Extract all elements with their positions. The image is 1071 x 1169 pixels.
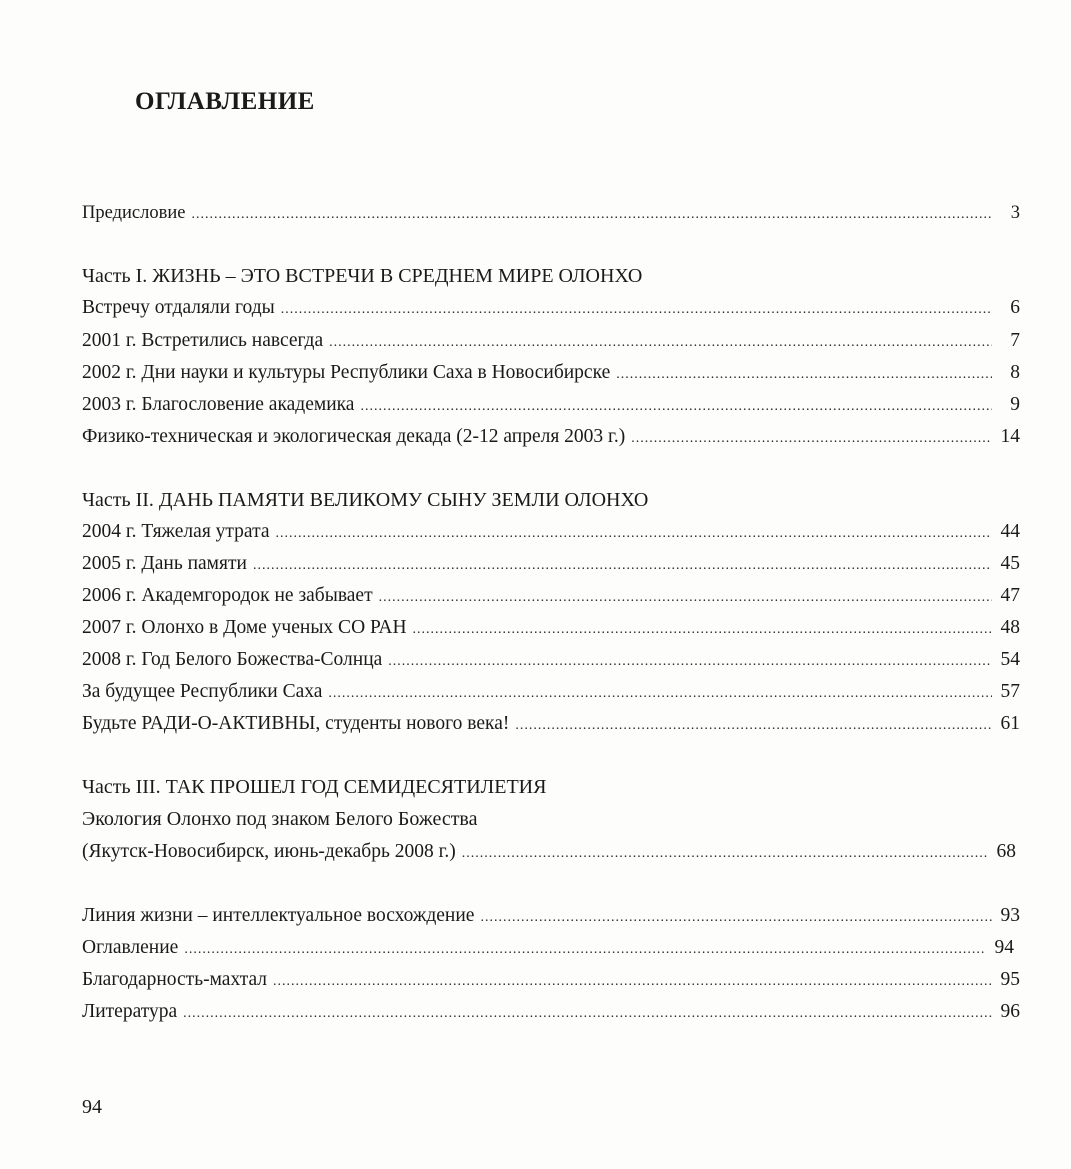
toc-entry-label: Оглавление: [82, 937, 179, 958]
toc-entry[interactable]: [82, 328, 1020, 354]
toc-entry[interactable]: [82, 839, 1016, 865]
toc-entry-page: 44: [1000, 521, 1020, 542]
dot-leader: [253, 553, 992, 579]
toc-entry-label: 2003 г. Благословение академика: [82, 394, 355, 415]
part3-heading: Часть III. ТАК ПРОШЕЛ ГОД СЕМИДЕСЯТИЛЕТИЯ: [82, 776, 547, 798]
part2-heading: Часть II. ДАНЬ ПАМЯТИ ВЕЛИКОМУ СЫНУ ЗЕМЛИ ОЛОНХО: [82, 489, 649, 511]
toc-entry[interactable]: [82, 295, 1020, 321]
dot-leader: [328, 681, 992, 707]
toc-entry[interactable]: [82, 903, 1020, 929]
toc-entry-label: Будьте РАДИ-О-АКТИВНЫ, студенты нового века!: [82, 713, 510, 734]
toc-entry-page: 45: [1000, 553, 1020, 574]
page-title: ОГЛАВЛЕНИЕ: [135, 88, 315, 115]
toc-entry[interactable]: [82, 360, 1020, 386]
toc-entry-label: За будущее Республики Саха: [82, 681, 323, 702]
dot-leader: [329, 330, 992, 356]
toc-entry-page: 54: [1000, 649, 1020, 670]
toc-entry[interactable]: [82, 551, 1020, 577]
toc-entry-page: 3: [1010, 203, 1020, 223]
dot-leader: [462, 841, 988, 867]
toc-entry-label: Литература: [82, 1001, 178, 1022]
toc-entry-page: 7: [1010, 330, 1020, 351]
toc-entry[interactable]: [82, 392, 1020, 418]
toc-entry[interactable]: [82, 647, 1020, 673]
toc-entry-page: 48: [1000, 617, 1020, 638]
toc-entry-label: 2008 г. Год Белого Божества-Солнца: [82, 649, 383, 670]
dot-leader: [281, 297, 992, 323]
dot-leader: [631, 426, 992, 452]
toc-entry[interactable]: [82, 999, 1020, 1025]
toc-entry-label: (Якутск-Новосибирск, июнь-декабрь 2008 г.): [82, 841, 456, 862]
toc-entry-page: 94: [994, 937, 1014, 958]
dot-leader: [273, 969, 992, 995]
toc-entry-label: Физико-техническая и экологическая декада (2-12 апреля 2003 г.): [82, 426, 626, 447]
toc-entry-page: 57: [1000, 681, 1020, 702]
toc-entry-label: Благодарность-махтал: [82, 969, 268, 990]
toc-entry-page: 93: [1000, 905, 1020, 926]
toc-entry-page: 95: [1000, 969, 1020, 990]
dot-leader: [184, 937, 986, 963]
dot-leader: [413, 617, 992, 643]
toc-entry[interactable]: [82, 519, 1020, 545]
toc-entry-page: 14: [1000, 426, 1020, 447]
toc-entry[interactable]: [82, 967, 1020, 993]
dot-leader: [360, 394, 992, 420]
toc-entry-page: 6: [1010, 297, 1020, 318]
toc-entry[interactable]: [82, 679, 1020, 705]
dot-leader: [276, 521, 993, 547]
toc-entry-page: 96: [1000, 1001, 1020, 1022]
toc-entry-preface[interactable]: [82, 200, 1020, 226]
dot-leader: [388, 649, 992, 675]
toc-entry-page: 61: [1000, 713, 1020, 734]
part3-entry-title: Экология Олонхо под знаком Белого Божества: [82, 808, 478, 830]
toc-entry[interactable]: [82, 711, 1020, 737]
dot-leader: [515, 713, 992, 739]
dot-leader: [183, 1001, 992, 1027]
toc-entry-label: 2006 г. Академгородок не забывает: [82, 585, 373, 606]
toc-entry-label: 2005 г. Дань памяти: [82, 553, 247, 574]
page-number: 94: [82, 1096, 102, 1118]
dot-leader: [616, 362, 992, 388]
toc-entry[interactable]: [82, 615, 1020, 641]
toc-entry-label: 2007 г. Олонхо в Доме ученых СО РАН: [82, 617, 407, 638]
toc-entry-label: Встречу отдаляли годы: [82, 297, 275, 318]
toc-entry-label: Предисловие: [82, 203, 186, 223]
toc-entry-page: 47: [1000, 585, 1020, 606]
toc-entry-page: 68: [996, 841, 1016, 862]
toc-entry-label: Линия жизни – интеллектуальное восхождение: [82, 905, 475, 926]
toc-entry-page: 8: [1010, 362, 1020, 383]
toc-entry-page: 9: [1010, 394, 1020, 415]
toc-entry[interactable]: [82, 583, 1020, 609]
toc-entry-label: 2001 г. Встретились навсегда: [82, 330, 324, 351]
toc-entry-label: 2002 г. Дни науки и культуры Республики Саха в Новосибирске: [82, 362, 611, 383]
dot-leader: [191, 202, 992, 228]
dot-leader: [379, 585, 992, 611]
toc-entry[interactable]: [82, 424, 1020, 450]
toc-entry-label: 2004 г. Тяжелая утрата: [82, 521, 270, 542]
part1-heading: Часть I. ЖИЗНЬ – ЭТО ВСТРЕЧИ В СРЕДНЕМ МИРЕ ОЛОНХО: [82, 265, 643, 287]
toc-entry[interactable]: [82, 935, 1014, 961]
dot-leader: [480, 905, 992, 931]
